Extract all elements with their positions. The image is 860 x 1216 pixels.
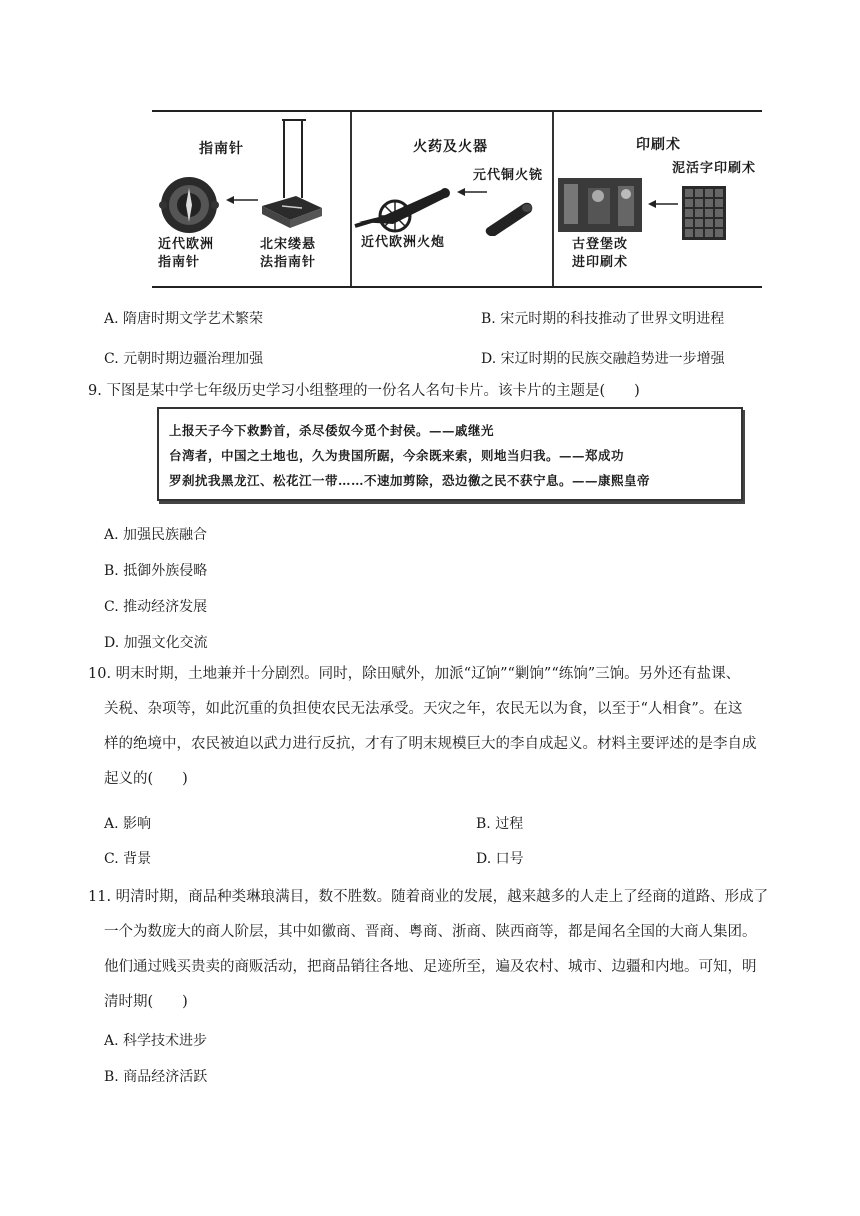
arrow-left-icon <box>224 194 260 206</box>
q9-option-b[interactable]: B. 抵御外族侵略 <box>104 563 208 579</box>
quote-line: 上报天子今下救黔首，杀尽倭奴今觅个封侯。——戚继光 <box>169 423 495 438</box>
european-cannon-label: 近代欧洲火炮 <box>361 235 446 250</box>
gutenberg-label-1: 古登堡改 <box>572 237 629 252</box>
q9-option-a[interactable]: A. 加强民族融合 <box>104 527 208 543</box>
q11-line: 他们通过贱买贵卖的商贩活动，把商品销往各地、足迹所至，遍及农村、城市、边疆和内地。可知，明 <box>104 959 757 975</box>
q10-line: 样的绝境中，农民被迫以武力进行反抗，才有了明末规模巨大的李自成起义。材料主要评述的是李自成 <box>104 736 757 752</box>
q11-line: 清时期( ) <box>104 994 188 1010</box>
quote-line: 台湾者，中国之土地也，久为贵国所踞，今余既来索，则地当归我。——郑成功 <box>169 448 625 463</box>
q8-option-a[interactable]: A. 隋唐时期文学艺术繁荣 <box>104 311 264 327</box>
yuan-hand-cannon-icon <box>483 196 537 236</box>
european-cannon-icon <box>353 176 463 234</box>
inventions-figure <box>152 110 762 288</box>
quote-card <box>157 407 743 501</box>
european-compass-icon <box>158 174 220 236</box>
song-compass-icon <box>256 114 326 232</box>
q9-option-d[interactable]: D. 加强文化交流 <box>104 635 208 651</box>
q10-option-b[interactable]: B. 过程 <box>476 816 524 832</box>
q11-option-b[interactable]: B. 商品经济活跃 <box>104 1069 208 1085</box>
compass-song-label-1: 北宋缕悬 <box>260 237 317 252</box>
q11-line: 一个为数庞大的商人阶层，其中如徽商、晋商、粤商、浙商、陕西商等，都是闻名全国的大商人集团。 <box>104 924 757 940</box>
q10-line: 起义的( ) <box>104 771 188 787</box>
q10-option-d[interactable]: D. 口号 <box>476 851 524 867</box>
q10-option-c[interactable]: C. 背景 <box>104 851 152 867</box>
q10-option-a[interactable]: A. 影响 <box>104 816 152 832</box>
gunpowder-heading: 火药及火器 <box>413 139 488 155</box>
q10-line: 10. 明末时期，土地兼并十分剧烈。同时，除田赋外，加派“辽饷”“剿饷”“练饷”三饷。另外还有盐课、 <box>88 666 741 682</box>
q8-option-b[interactable]: B. 宋元时期的科技推动了世界文明进程 <box>481 311 725 327</box>
movable-type-label: 泥活字印刷术 <box>672 161 757 176</box>
q8-option-d[interactable]: D. 宋辽时期的民族交融趋势进一步增强 <box>481 351 725 367</box>
compass-modern-label-1: 近代欧洲 <box>158 237 215 252</box>
q11-option-a[interactable]: A. 科学技术进步 <box>104 1033 208 1049</box>
compass-heading: 指南针 <box>199 141 244 157</box>
arrow-left-icon <box>646 198 680 210</box>
q9-option-c[interactable]: C. 推动经济发展 <box>104 599 208 615</box>
gutenberg-press-image <box>558 178 642 232</box>
q10-stem <box>88 657 788 797</box>
q11-stem <box>88 880 788 1020</box>
compass-modern-label-2: 指南针 <box>158 255 201 270</box>
quote-line: 罗刹扰我黑龙江、松花江一带……不速加剪除，恐边徼之民不获宁息。——康熙皇帝 <box>169 473 651 488</box>
q8-option-c[interactable]: C. 元朝时期边疆治理加强 <box>104 351 264 367</box>
movable-type-block-icon <box>682 186 726 240</box>
compass-panel <box>152 112 350 286</box>
compass-song-label-2: 法指南针 <box>260 255 317 270</box>
printing-heading: 印刷术 <box>636 137 681 153</box>
q9-stem: 9. 下图是某中学七年级历史学习小组整理的一份名人名句卡片。该卡片的主题是( ) <box>88 383 640 399</box>
printing-panel <box>554 112 762 286</box>
q10-line: 关税、杂项等，如此沉重的负担使农民无法承受。天灾之年，农民无以为食，以至于“人相食”。在这 <box>104 701 743 717</box>
gunpowder-panel <box>351 112 552 286</box>
q11-line: 11. 明清时期，商品种类琳琅满目，数不胜数。随着商业的发展，越来越多的人走上了经商的道路、形成了 <box>88 889 769 905</box>
yuan-cannon-label: 元代铜火铳 <box>473 168 544 183</box>
gutenberg-label-2: 进印刷术 <box>572 255 629 270</box>
